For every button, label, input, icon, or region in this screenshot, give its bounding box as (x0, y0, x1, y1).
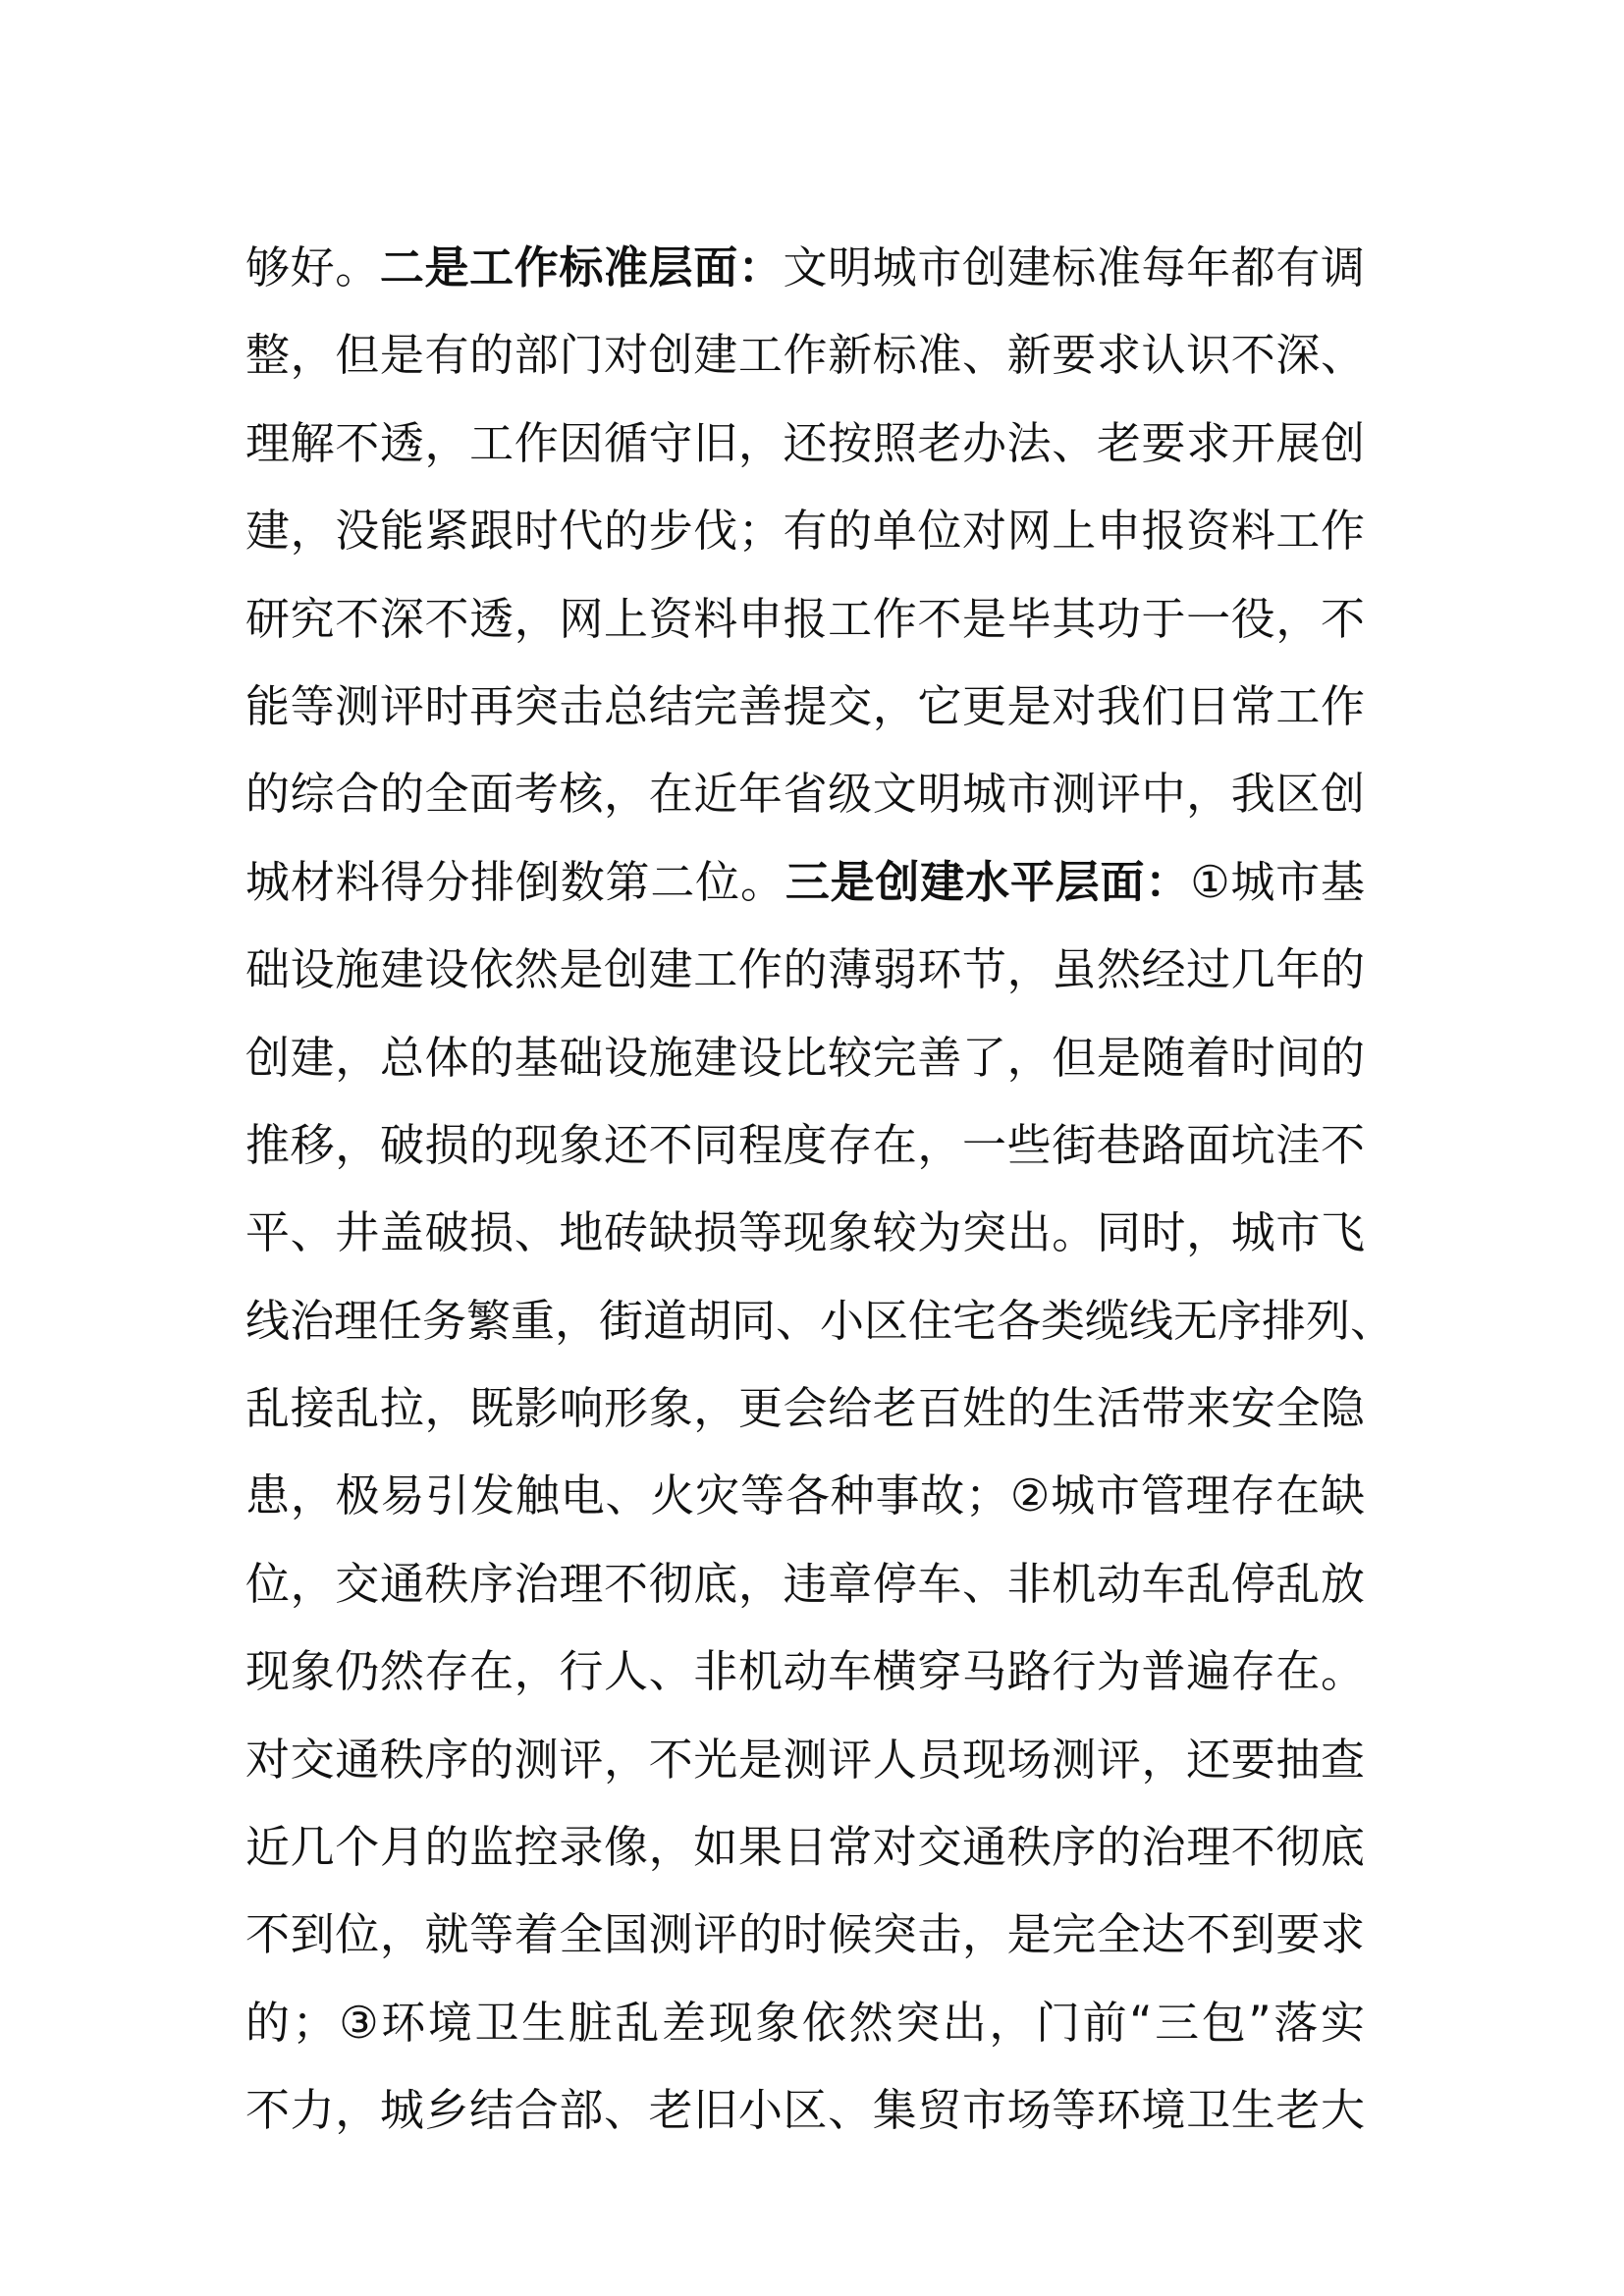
body-text: ①城市基 (1190, 855, 1365, 908)
body-text: 线治理任务繁重，街道胡同、小区住宅各类缆线无序排列、 (245, 1294, 1395, 1347)
body-text: 城材料得分排倒数第二位。 (245, 855, 785, 908)
text-line (245, 1803, 1365, 1891)
body-text: 患，极易引发触电、火灾等各种事故；②城市管理存在缺 (245, 1469, 1365, 1522)
body-text: 能等测评时再突击总结完善提交，它更是对我们日常工作 (245, 679, 1365, 732)
body-text: 理解不透，工作因循守旧，还按照老办法、老要求开展创 (245, 416, 1365, 469)
text-line (245, 1364, 1365, 1452)
text-line (245, 1014, 1365, 1101)
text-line (245, 400, 1365, 487)
body-text: 位，交通秩序治理不彻底，违章停车、非机动车乱停乱放 (245, 1557, 1365, 1610)
text-line (245, 1452, 1365, 1539)
text-line (245, 750, 1365, 837)
body-text: 平、井盖破损、地砖缺损等现象较为突出。同时，城市飞 (245, 1206, 1365, 1259)
text-line (245, 1891, 1365, 1978)
text-line (245, 1628, 1365, 1715)
body-text: 建，没能紧跟时代的步伐；有的单位对网上申报资料工作 (245, 505, 1365, 558)
text-line (245, 1979, 1365, 2066)
text-line (245, 1540, 1365, 1628)
body-text: 不力，城乡结合部、老旧小区、集贸市场等环境卫生老大 (245, 2084, 1365, 2137)
body-text: 研究不深不透，网上资料申报工作不是毕其功于一役，不 (245, 592, 1365, 645)
body-text: 近几个月的监控录像，如果日常对交通秩序的治理不彻底 (245, 1821, 1365, 1874)
text-line (245, 311, 1365, 399)
text-line (245, 2066, 1365, 2154)
body-text: 不到位，就等着全国测评的时候突击，是完全达不到要求 (245, 1908, 1365, 1961)
body-text: 础设施建设依然是创建工作的薄弱环节，虽然经过几年的 (245, 943, 1365, 996)
body-text: 乱接乱拉，既影响形象，更会给老百姓的生活带来安全隐 (245, 1382, 1365, 1435)
text-line (245, 575, 1365, 663)
bold-heading-text: 三是创建水平层面： (785, 855, 1191, 908)
body-text: 的综合的全面考核，在近年省级文明城市测评中，我区创 (245, 768, 1365, 821)
body-text: 创建，总体的基础设施建设比较完善了，但是随着时间的 (245, 1031, 1365, 1084)
text-line (245, 224, 1365, 311)
body-paragraph (245, 224, 1395, 2155)
text-line (245, 1716, 1365, 1803)
body-text: 够好。 (245, 241, 380, 294)
body-text: 整，但是有的部门对创建工作新标准、新要求认识不深、 (245, 329, 1365, 382)
body-text: 的；③环境卫生脏乱差现象依然突出，门前“三包”落实 (245, 1996, 1365, 2049)
text-line (245, 1277, 1395, 1364)
text-line (245, 926, 1365, 1013)
text-line (245, 838, 1365, 926)
text-line (245, 1189, 1365, 1276)
text-line (245, 487, 1365, 574)
body-text: 推移，破损的现象还不同程度存在，一些街巷路面坑洼不 (245, 1118, 1365, 1171)
bold-heading-text: 二是工作标准层面： (379, 241, 784, 294)
text-line (245, 663, 1365, 750)
body-text: 文明城市创建标准每年都有调 (783, 241, 1365, 294)
body-text: 现象仍然存在，行人、非机动车横穿马路行为普遍存在。 (245, 1645, 1365, 1698)
text-line (245, 1101, 1365, 1189)
body-text: 对交通秩序的测评，不光是测评人员现场测评，还要抽查 (245, 1733, 1365, 1786)
